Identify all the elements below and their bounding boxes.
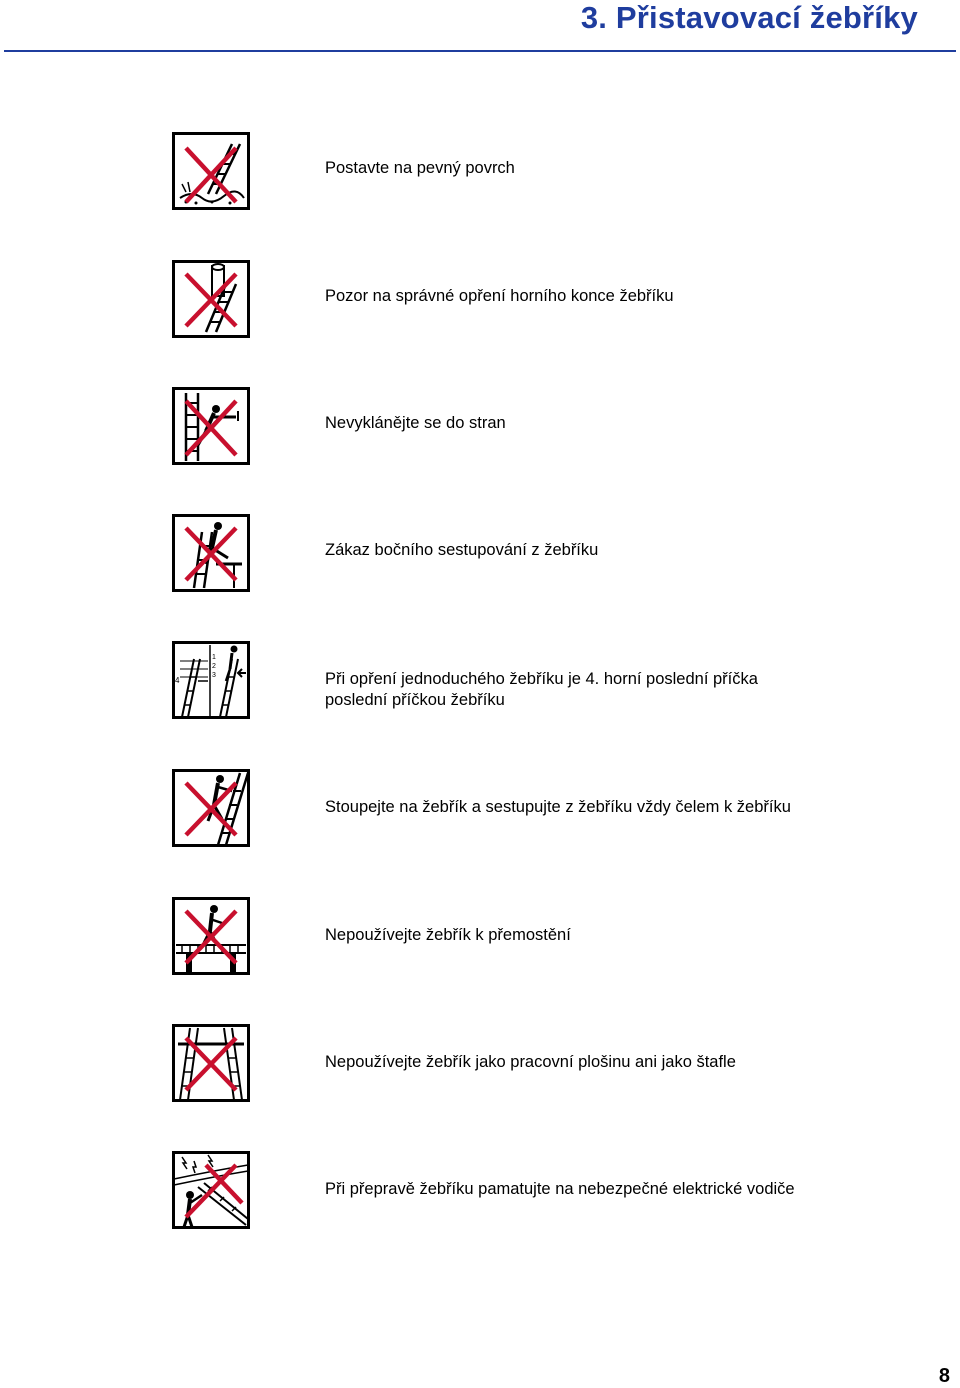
instruction-row [0,1151,960,1229]
ladder-as-platform-prohibited-icon [172,1024,250,1102]
power-lines-danger-icon [172,1151,250,1229]
ladder-on-unstable-ground-prohibited-icon [172,132,250,210]
instruction-text: Zákaz bočního sestupování z žebříku [325,541,599,559]
rule-label: 1 [212,654,216,661]
side-step-off-prohibited-icon [172,514,250,592]
instruction-row [0,1024,960,1102]
face-ladder-prohibited-icon [172,769,250,847]
instruction-text: Nepoužívejte žebřík jako pracovní plošinu ani jako štafle [325,1053,736,1071]
instruction-row [0,897,960,975]
leaning-sideways-prohibited-icon [172,387,250,465]
ladder-angle-rule-icon [172,641,250,719]
instruction-row [0,132,960,210]
rule-label: 3 [212,672,216,679]
ladder-top-support-prohibited-icon [172,260,250,338]
instruction-row [0,260,960,338]
instruction-text: Při opření jednoduchého žebříku je 4. horní poslední příčka poslední příčkou žebříku [325,670,758,709]
page-title: 3. Přistavovací žebříky [580,0,918,35]
instruction-text: Nevyklánějte se do stran [325,414,506,432]
instruction-row [0,641,960,719]
instruction-text: Stoupejte na žebřík a sestupujte z žebříku vždy čelem k žebříku [325,798,791,816]
rule-label: 4 [175,676,180,685]
instruction-text: Při přepravě žebříku pamatujte na nebezpečné elektrické vodiče [325,1180,795,1198]
instruction-text: Pozor na správné opření horního konce žebříku [325,287,674,305]
ladder-as-bridge-prohibited-icon [172,897,250,975]
instruction-text: Postavte na pevný povrch [325,159,515,177]
instruction-row [0,769,960,847]
rule-label: 2 [212,663,216,670]
title-underline [4,50,956,52]
instruction-row [0,514,960,592]
instruction-text: Nepoužívejte žebřík k přemostění [325,926,571,944]
instruction-row [0,387,960,465]
page-number: 8 [938,1365,950,1387]
